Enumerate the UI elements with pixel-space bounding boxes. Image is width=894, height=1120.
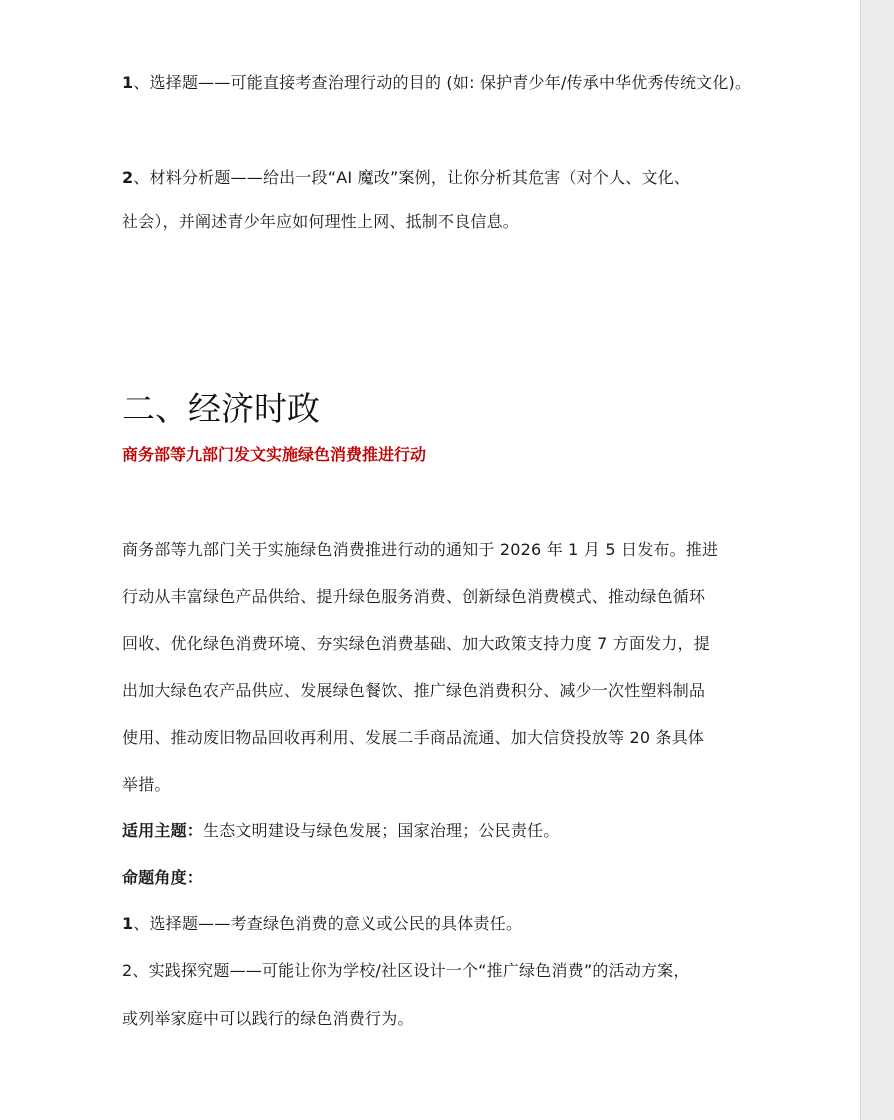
item-text: 、选择题——可能直接考查治理行动的目的 (如: 保护青少年/传承中华优秀传统文化)。 (133, 73, 752, 92)
q1-item-2-line-1 (122, 167, 690, 189)
item-text: 、选择题——考查绿色消费的意义或公民的具体责任。 (133, 914, 523, 933)
angle-item-1 (122, 913, 522, 935)
body-line: 举措。 (122, 775, 171, 794)
q1-item-2-line-2: 社会），并阐述青少年应如何理性上网、抵制不良信息。 (122, 212, 520, 231)
angle-item-2-line-1: 2、实践探究题——可能让你为学校/社区设计一个“推广绿色消费”的活动方案， (122, 961, 690, 980)
body-line: 使用、推动废旧物品回收再利用、发展二手商品流通、加大信贷投放等 20 条具体 (122, 728, 705, 747)
angle-label: 命题角度： (122, 868, 204, 887)
body-line: 回收、优化绿色消费环境、夯实绿色消费基础、加大政策支持力度 7 方面发力，提 (122, 634, 710, 653)
theme-line (122, 820, 559, 842)
item-text: 、材料分析题——给出一段“AI 魔改”案例，让你分析其危害（对个人、文化、 (133, 168, 691, 187)
body-line: 商务部等九部门关于实施绿色消费推进行动的通知于 2026 年 1 月 5 日发布。推进 (122, 540, 719, 559)
theme-label: 适用主题： (122, 821, 204, 840)
item-number: 1 (122, 914, 134, 933)
section-title: 二、经济时政 (122, 389, 320, 428)
angle-item-2-line-2: 或列举家庭中可以践行的绿色消费行为。 (122, 1009, 414, 1028)
item-number: 1 (122, 73, 134, 92)
viewer-gutter (860, 0, 894, 1120)
body-line: 出加大绿色农产品供应、发展绿色餐饮、推广绿色消费积分、减少一次性塑料制品 (122, 681, 706, 700)
body-line: 行动从丰富绿色产品供给、提升绿色服务消费、创新绿色消费模式、推动绿色循环 (122, 587, 706, 606)
item-number: 2 (122, 168, 134, 187)
q1-item-1 (122, 72, 751, 94)
news-title: 商务部等九部门发文实施绿色消费推进行动 (122, 445, 427, 464)
theme-text: 生态文明建设与绿色发展；国家治理；公民责任。 (203, 821, 560, 840)
